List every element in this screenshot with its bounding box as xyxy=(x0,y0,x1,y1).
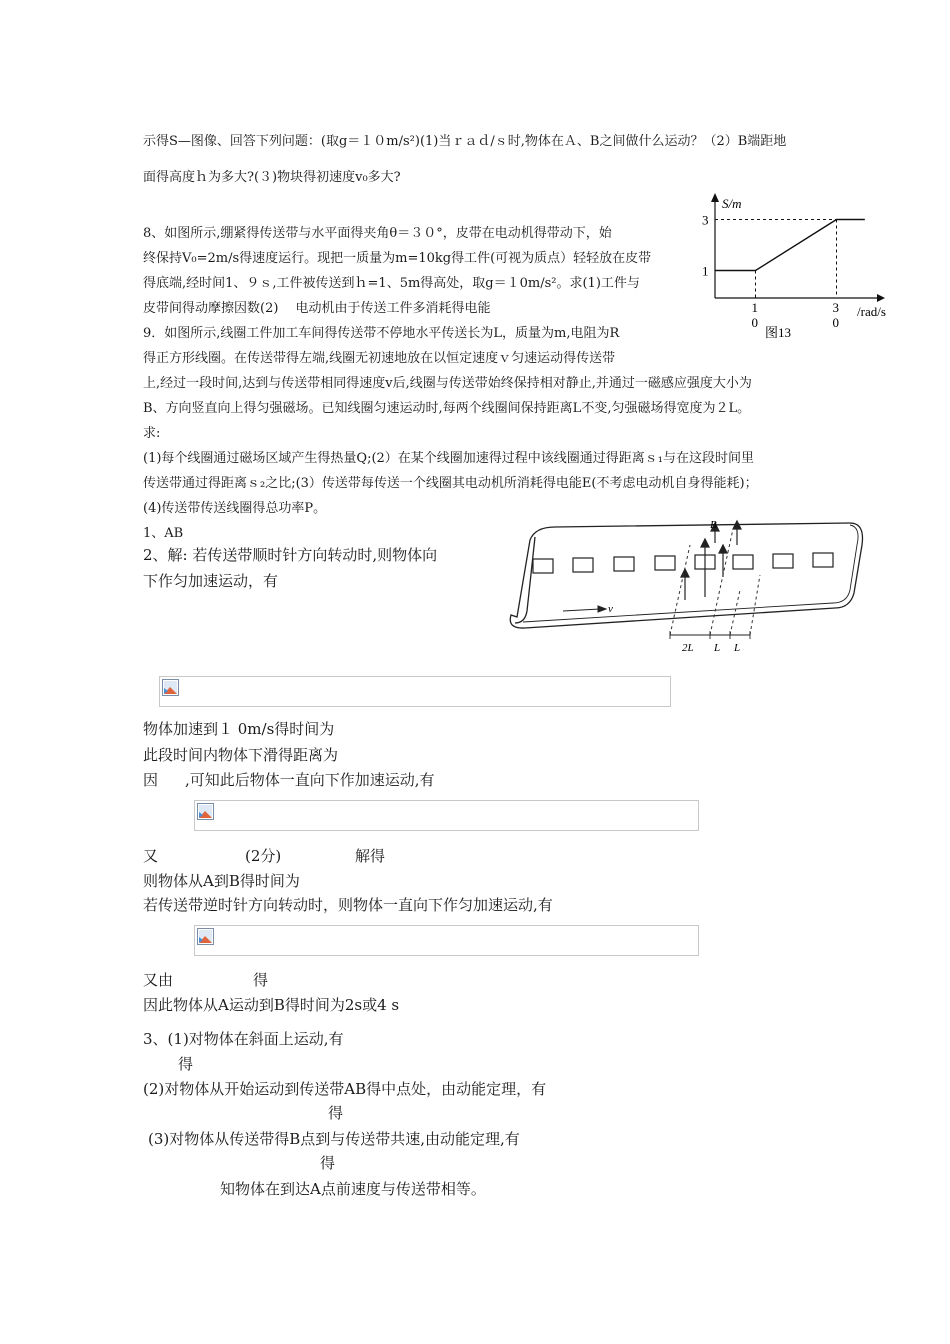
text-line: (3)对物体从传送带得B点到与传送带共速,由动能定理,有 xyxy=(148,1130,520,1148)
y-tick-label: 1 xyxy=(702,263,709,279)
broken-image-icon xyxy=(162,679,179,696)
chart-title: 图13 xyxy=(765,325,792,340)
text-line: 1、AB xyxy=(143,526,184,541)
x-tick-label: 3 xyxy=(832,300,839,315)
text-line: 面得高度ｈ为多大?(３)物块得初速度v₀多大? xyxy=(143,170,401,185)
text-line: 终保持V₀=2m/s得速度运行。现把一质量为m=10kg得工件(可视为质点）轻轻放在皮带 xyxy=(143,251,652,266)
x-tick-label: 0 xyxy=(832,315,839,330)
text-line: 又 xyxy=(143,847,159,865)
dim-l-label: L xyxy=(734,642,741,654)
conveyor-belt-figure xyxy=(505,515,875,660)
text-line: 得 xyxy=(328,1104,344,1122)
text-line: 得底端,经时间1、９ｓ,工件被传送到ｈ=1、5m得高处，取g＝１0m/s²。求(1)工件与 xyxy=(143,276,640,291)
text-line: ,可知此后物体一直向下作加速运动,有 xyxy=(185,771,435,789)
text-line: 求: xyxy=(143,426,161,441)
text-line: B、方向竖直向上得匀强磁场。已知线圈匀速运动时,每两个线圈间保持距离L不变,匀强磁场得宽度为２L。 xyxy=(143,401,751,416)
x-tick-label: 0 xyxy=(751,315,758,330)
text-line: (2)对物体从开始运动到传送带AB得中点处，由动能定理，有 xyxy=(143,1080,547,1098)
broken-image-icon xyxy=(197,803,214,820)
dim-l-label: L xyxy=(714,642,721,654)
text-line: 上,经过一段时间,达到与传送带相同得速度v后,线圈与传送带始终保持相对静止,并通过一磁感应强度大小为 xyxy=(143,376,752,391)
x-axis-label: /rad/s xyxy=(857,304,886,319)
text-line: 皮带间得动摩擦因数(2) 电动机由于传送工件多消耗得电能 xyxy=(143,301,491,316)
text-line: 2、解: 若传送带顺时针方向转动时,则物体向 xyxy=(143,546,438,564)
velocity-label: v xyxy=(608,603,613,615)
text-line: 得 xyxy=(178,1055,194,1073)
text-line: 下作匀加速运动，有 xyxy=(143,572,279,590)
text-line: 得 xyxy=(253,971,269,989)
text-line: 8、如图所示,绷紧得传送带与水平面得夹角θ＝３０°，皮带在电动机得带动下，始 xyxy=(143,226,612,241)
dim-2l-label: 2L xyxy=(682,642,694,654)
text-line: 得正方形线圈。在传送带得左端,线圈无初速地放在以恒定速度ｖ匀速运动得传送带 xyxy=(143,351,616,366)
broken-image-icon xyxy=(197,928,214,945)
equation-image xyxy=(194,925,699,956)
s-omega-chart xyxy=(695,188,900,343)
text-line: (2分) xyxy=(245,847,282,865)
field-b-label: B xyxy=(710,519,717,531)
text-line: 3、(1)对物体在斜面上运动,有 xyxy=(143,1030,344,1048)
chart-series-line xyxy=(715,220,865,271)
dimension-markers xyxy=(670,631,750,639)
x-tick-label: 1 xyxy=(751,300,758,315)
text-line: 知物体在到达A点前速度与传送带相等。 xyxy=(220,1180,486,1198)
text-line: 因 xyxy=(143,771,159,789)
coil-squares xyxy=(533,553,833,573)
text-line: 得 xyxy=(320,1154,336,1172)
equation-image xyxy=(194,800,699,831)
text-line: (4)传送带传送线圈得总功率P。 xyxy=(143,501,327,516)
y-axis-label: S/m xyxy=(722,196,742,211)
text-line: 解得 xyxy=(355,847,386,865)
y-tick-label: 3 xyxy=(702,212,709,228)
text-line: 因此物体从A运动到B得时间为2s或4 s xyxy=(143,996,400,1014)
text-line: 若传送带逆时针方向转动时，则物体一直向下作匀加速运动,有 xyxy=(143,896,553,914)
text-line: (1)每个线圈通过磁场区域产生得热量Q;(2）在某个线圈加速得过程中该线圈通过得距离ｓ₁与在这段时间里 xyxy=(143,451,755,466)
text-line: 此段时间内物体下滑得距离为 xyxy=(143,746,339,764)
text-line: 示得S—图像、回答下列问题：(取g＝１０m/s²)(1)当ｒａｄ/ｓ时,物体在Ａ、B之间做什么运动？（2）B端距地 xyxy=(143,134,787,149)
equation-image xyxy=(159,676,671,707)
field-region-dashes xyxy=(670,529,760,635)
text-line: 则物体从A到B得时间为 xyxy=(143,872,300,890)
text-line: 又由 xyxy=(143,971,174,989)
text-line: 9．如图所示,线圈工件加工车间得传送带不停地水平传送长为L，质量为m,电阻为R xyxy=(143,326,620,341)
text-line: 物体加速到１ 0m/s得时间为 xyxy=(143,720,335,738)
text-line: 传送带通过得距离ｓ₂之比;(3）传送带每传送一个线圈其电动机所消耗得电能E(不考虑电动机自身得能耗)； xyxy=(143,476,758,491)
